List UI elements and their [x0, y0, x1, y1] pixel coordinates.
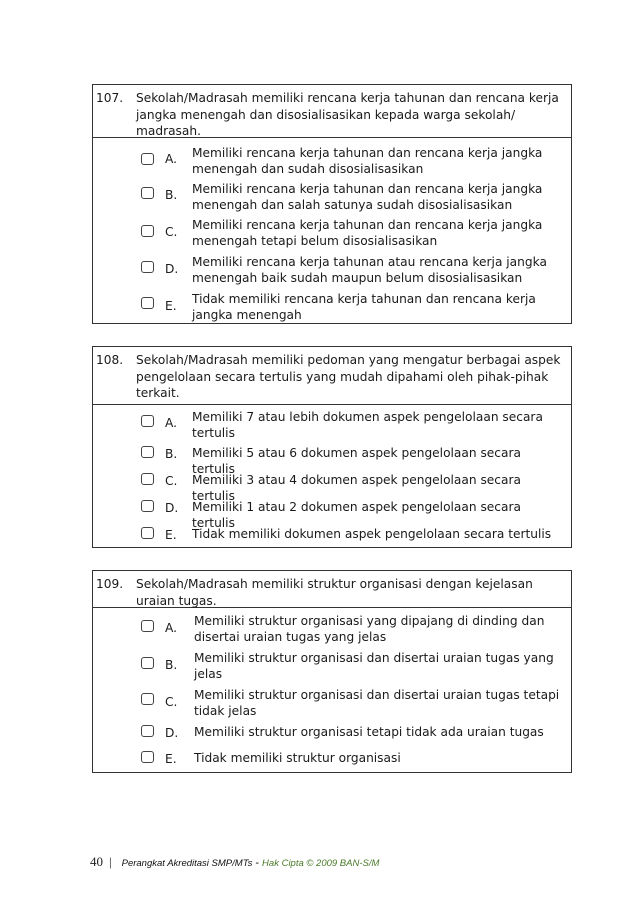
option-text: Memiliki 1 atau 2 dokumen aspek pengelolaan secara tertulis	[192, 500, 521, 530]
checkbox[interactable]	[141, 225, 154, 237]
checkbox[interactable]	[141, 446, 154, 458]
question-text: Sekolah/Madrasah memiliki rencana kerja tahunan dan rencana kerja jangka menengah dan disosialisasikan kepada warga sekolah/ madrasah.	[136, 91, 559, 138]
checkbox[interactable]	[141, 725, 154, 737]
option-letter: B.	[165, 188, 178, 202]
option-text: Memiliki 3 atau 4 dokumen aspek pengelolaan secara tertulis	[192, 473, 521, 503]
checkbox[interactable]	[141, 527, 154, 539]
option-text: Tidak memiliki dokumen aspek pengelolaan secara tertulis	[192, 527, 552, 541]
checkbox[interactable]	[141, 261, 154, 273]
question-header	[93, 571, 571, 608]
option-text: Memiliki 7 atau lebih dokumen aspek pengelolaan secara tertulis	[192, 410, 543, 440]
checkbox[interactable]	[141, 751, 154, 763]
checkbox[interactable]	[141, 187, 154, 199]
option-letter: C.	[165, 695, 178, 709]
footer-copyright: Hak Cipta © 2009 BAN-S/M	[262, 858, 380, 869]
option-letter: B.	[165, 658, 178, 672]
option-text: Memiliki struktur organisasi yang dipajang di dinding dan disertai uraian tugas yang jelas	[194, 614, 545, 644]
option-text: Memiliki rencana kerja tahunan dan rencana kerja jangka menengah tetapi belum disosialisasikan	[192, 218, 543, 248]
question-108	[92, 346, 572, 548]
option-text: Memiliki rencana kerja tahunan dan rencana kerja jangka menengah dan salah satunya sudah disosialisasikan	[192, 182, 543, 212]
question-number: 108.	[96, 353, 124, 367]
checkbox[interactable]	[141, 620, 154, 632]
option-text: Tidak memiliki struktur organisasi	[194, 751, 401, 765]
checkbox[interactable]	[141, 693, 154, 705]
option-text: Memiliki struktur organisasi dan disertai uraian tugas yang jelas	[194, 651, 554, 681]
option-letter: E.	[165, 528, 177, 542]
question-number: 107.	[96, 91, 124, 105]
option-text: Memiliki struktur organisasi tetapi tidak ada uraian tugas	[194, 725, 544, 739]
checkbox[interactable]	[141, 473, 154, 485]
option-letter: D.	[165, 262, 179, 276]
question-107	[92, 84, 572, 324]
option-letter: D.	[165, 726, 179, 740]
option-text: Memiliki 5 atau 6 dokumen aspek pengelolaan secara tertulis	[192, 446, 521, 476]
option-letter: E.	[165, 299, 177, 313]
footer-dash: -	[255, 857, 260, 869]
option-text: Memiliki rencana kerja tahunan dan rencana kerja jangka menengah dan sudah disosialisasikan	[192, 146, 543, 176]
page-number: 40	[90, 854, 103, 869]
question-number: 109.	[96, 577, 124, 591]
option-text: Memiliki struktur organisasi dan disertai uraian tugas tetapi tidak jelas	[194, 688, 560, 718]
question-text: Sekolah/Madrasah memiliki pedoman yang mengatur berbagai aspek pengelolaan secara tertulis yang mudah dipahami oleh pihak-pihak terkait.	[136, 353, 561, 400]
question-text: Sekolah/Madrasah memiliki struktur organisasi dengan kejelasan uraian tugas.	[136, 577, 533, 608]
checkbox[interactable]	[141, 415, 154, 427]
option-text: Memiliki rencana kerja tahunan atau rencana kerja jangka menengah baik sudah maupun belum disosialisasikan	[192, 255, 547, 285]
checkbox[interactable]	[141, 153, 154, 165]
option-letter: C.	[165, 225, 178, 239]
checkbox[interactable]	[141, 297, 154, 309]
option-text: Tidak memiliki rencana kerja tahunan dan rencana kerja jangka menengah	[192, 292, 536, 322]
option-letter: A.	[165, 416, 177, 430]
option-letter: C.	[165, 474, 178, 488]
question-header	[93, 85, 571, 138]
footer-title: Perangkat Akreditasi SMP/MTs	[121, 858, 253, 869]
checkbox[interactable]	[141, 500, 154, 512]
checkbox[interactable]	[141, 657, 154, 669]
question-header	[93, 347, 571, 405]
footer-separator: |	[109, 854, 112, 869]
option-letter: A.	[165, 621, 177, 635]
page-footer	[90, 854, 379, 870]
option-letter: B.	[165, 447, 178, 461]
option-letter: A.	[165, 152, 177, 166]
question-109	[92, 570, 572, 773]
option-letter: D.	[165, 501, 179, 515]
option-letter: E.	[165, 752, 177, 766]
